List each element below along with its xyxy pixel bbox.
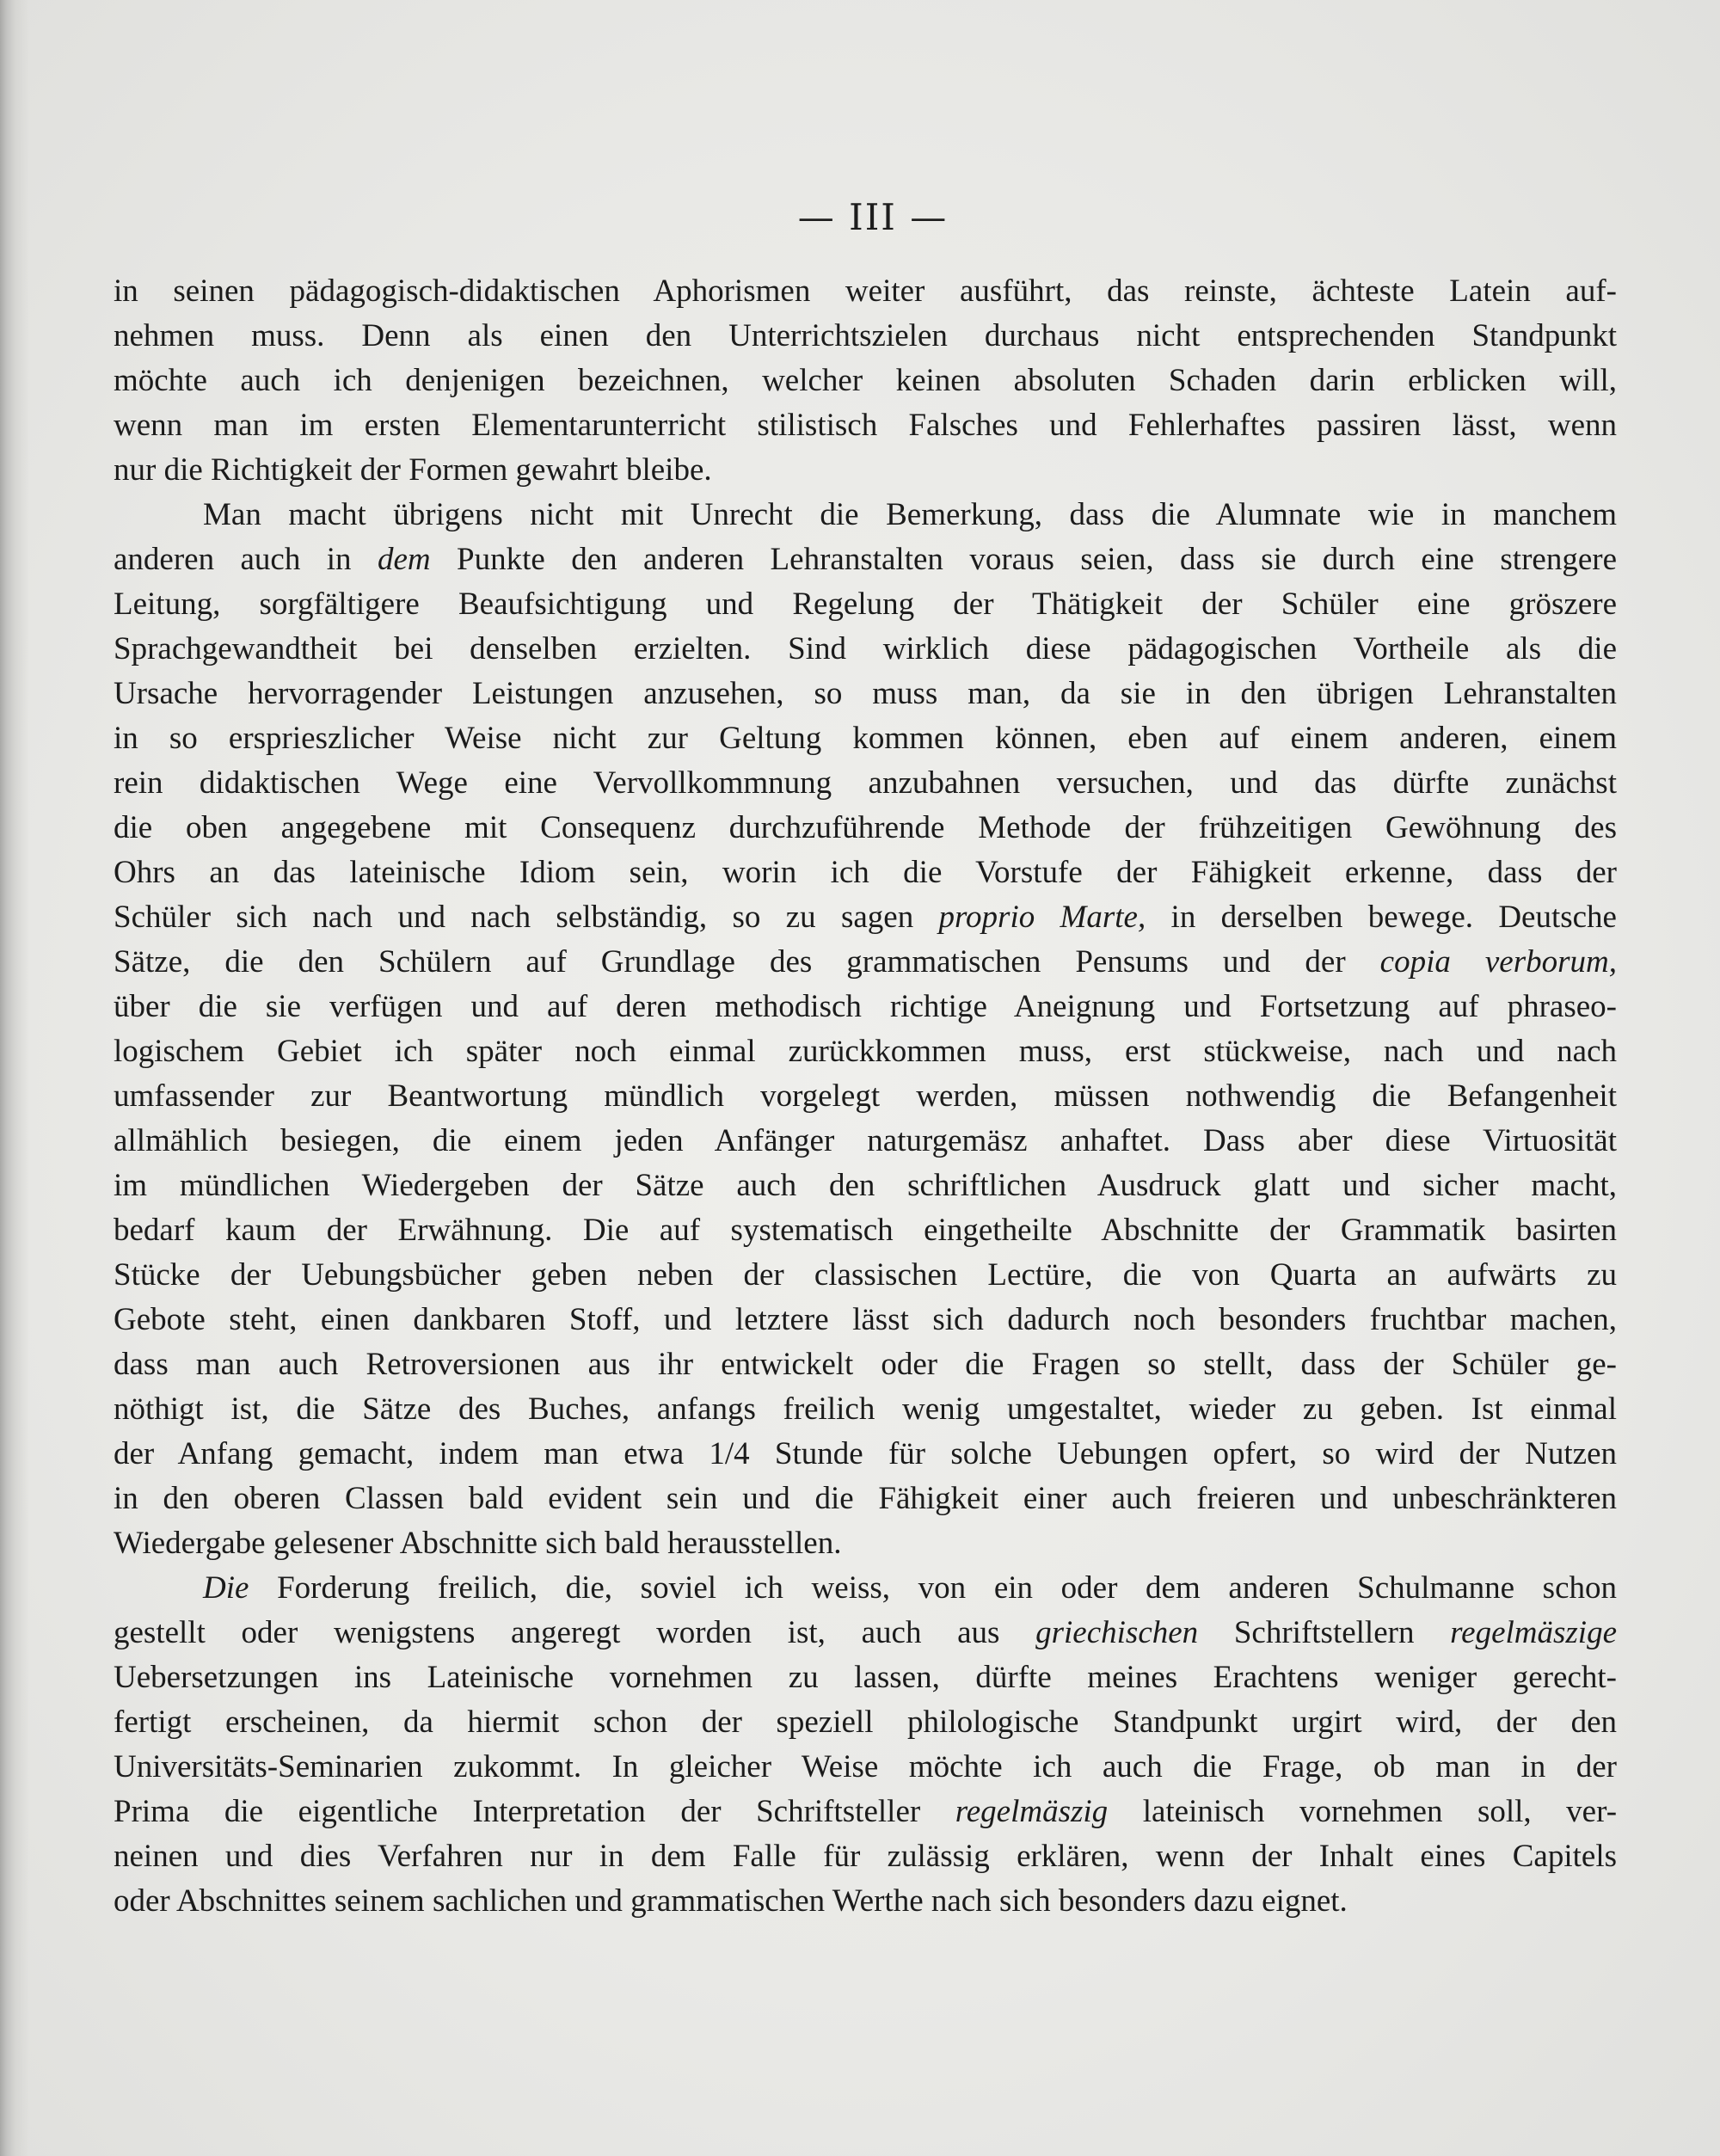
text-line: Stücke der Uebungsbücher geben neben der classischen Lectüre, die von Quarta an aufwärts zu xyxy=(114,1257,1617,1293)
text-line: möchte auch ich denjenigen bezeichnen, welcher keinen absoluten Schaden darin erblicken will, xyxy=(114,363,1617,398)
text-line: über die sie verfügen und auf deren methodisch richtige Aneignung und Fortsetzung auf phraseo- xyxy=(114,989,1617,1024)
text-line: gestellt oder wenigstens angeregt worden ist, auch aus griechischen Schriftstellern regelmäszige xyxy=(114,1615,1617,1650)
text-line: neinen und dies Verfahren nur in dem Falle für zulässig erklären, wenn der Inhalt eines Capitels xyxy=(114,1839,1617,1874)
text-line: im mündlichen Wiedergeben der Sätze auch den schriftlichen Ausdruck glatt und sicher macht, xyxy=(114,1168,1617,1203)
text-line: logischem Gebiet ich später noch einmal zurückkommen muss, erst stückweise, nach und nach xyxy=(114,1034,1617,1069)
text-line: Universitäts-Seminarien zukommt. In gleicher Weise möchte ich auch die Frage, ob man in der xyxy=(114,1749,1617,1784)
text-line: nur die Richtigkeit der Formen gewahrt bleibe. xyxy=(114,452,712,488)
page-number: — III — xyxy=(797,196,949,238)
paragraph-p3 xyxy=(114,1566,1617,1924)
text-line: Gebote steht, einen dankbaren Stoff, und letztere lässt sich dadurch noch besonders fruchtbar machen, xyxy=(114,1302,1617,1337)
text-line: bedarf kaum der Erwähnung. Die auf systematisch eingetheilte Abschnitte der Grammatik basirten xyxy=(114,1213,1617,1248)
text-line: rein didaktischen Wege eine Vervollkommnung anzubahnen versuchen, und das dürfte zunächst xyxy=(114,765,1617,801)
body-text xyxy=(114,269,1617,1924)
text-line: Wiedergabe gelesener Abschnitte sich bald herausstellen. xyxy=(114,1526,842,1561)
paragraph-p1 xyxy=(114,269,1617,493)
paragraph-p2 xyxy=(114,493,1617,1566)
text-line: nehmen muss. Denn als einen den Unterrichtszielen durchaus nicht entsprechenden Standpunkt xyxy=(114,318,1617,353)
text-line: Sprachgewandtheit bei denselben erzielten. Sind wirklich diese pädagogischen Vortheile als die xyxy=(114,631,1617,666)
text-line: Man macht übrigens nicht mit Unrecht die Bemerkung, dass die Alumnate wie in manchem xyxy=(203,497,1617,532)
text-line: umfassender zur Beantwortung mündlich vorgelegt werden, müssen nothwendig die Befangenheit xyxy=(114,1078,1617,1114)
text-line: Schüler sich nach und nach selbständig, so zu sagen proprio Marte, in derselben bewege. Deutsche xyxy=(114,900,1617,935)
binding-gutter-shadow xyxy=(0,0,29,2156)
text-line: der Anfang gemacht, indem man etwa 1/4 Stunde für solche Uebungen opfert, so wird der Nutzen xyxy=(114,1436,1617,1471)
text-line: Uebersetzungen ins Lateinische vornehmen zu lassen, dürfte meines Erachtens weniger gerecht- xyxy=(114,1660,1617,1695)
text-line: Sätze, die den Schülern auf Grundlage des grammatischen Pensums und der copia verborum, xyxy=(114,944,1617,980)
text-line: die oben angegebene mit Consequenz durchzuführende Methode der frühzeitigen Gewöhnung des xyxy=(114,810,1617,845)
text-line: wenn man im ersten Elementarunterricht stilistisch Falsches und Fehlerhaftes passiren lässt, wenn xyxy=(114,408,1617,443)
text-line: nöthigt ist, die Sätze des Buches, anfangs freilich wenig umgestaltet, wieder zu geben. Ist einmal xyxy=(114,1391,1617,1427)
text-line: Leitung, sorgfältigere Beaufsichtigung und Regelung der Thätigkeit der Schüler eine gröszere xyxy=(114,587,1617,622)
text-line: in so ersprieszlicher Weise nicht zur Geltung kommen können, eben auf einem anderen, einem xyxy=(114,721,1617,756)
text-line: Ursache hervorragender Leistungen anzusehen, so muss man, da sie in den übrigen Lehranstalten xyxy=(114,676,1617,711)
text-line: dass man auch Retroversionen aus ihr entwickelt oder die Fragen so stellt, dass der Schüler ge- xyxy=(114,1347,1617,1382)
text-line: anderen auch in dem Punkte den anderen Lehranstalten voraus seien, dass sie durch eine strengere xyxy=(114,542,1617,577)
text-line: Ohrs an das lateinische Idiom sein, worin ich die Vorstufe der Fähigkeit erkenne, dass der xyxy=(114,855,1617,890)
text-line: Die Forderung freilich, die, soviel ich weiss, von ein oder dem anderen Schulmanne schon xyxy=(203,1570,1617,1606)
text-line: Prima die eigentliche Interpretation der Schriftsteller regelmäszig lateinisch vornehmen soll, ver- xyxy=(114,1794,1617,1829)
text-line: in seinen pädagogisch-didaktischen Aphorismen weiter ausführt, das reinste, ächteste Latein auf- xyxy=(114,273,1617,309)
text-line: allmählich besiegen, die einem jeden Anfänger naturgemäsz anhaftet. Dass aber diese Virtuosität xyxy=(114,1123,1617,1158)
text-line: oder Abschnittes seinem sachlichen und grammatischen Werthe nach sich besonders dazu eignet. xyxy=(114,1883,1348,1919)
text-line: in den oberen Classen bald evident sein und die Fähigkeit einer auch freieren und unbeschränkteren xyxy=(114,1481,1617,1516)
text-line: fertigt erscheinen, da hiermit schon der speziell philologische Standpunkt urgirt wird, der den xyxy=(114,1705,1617,1740)
